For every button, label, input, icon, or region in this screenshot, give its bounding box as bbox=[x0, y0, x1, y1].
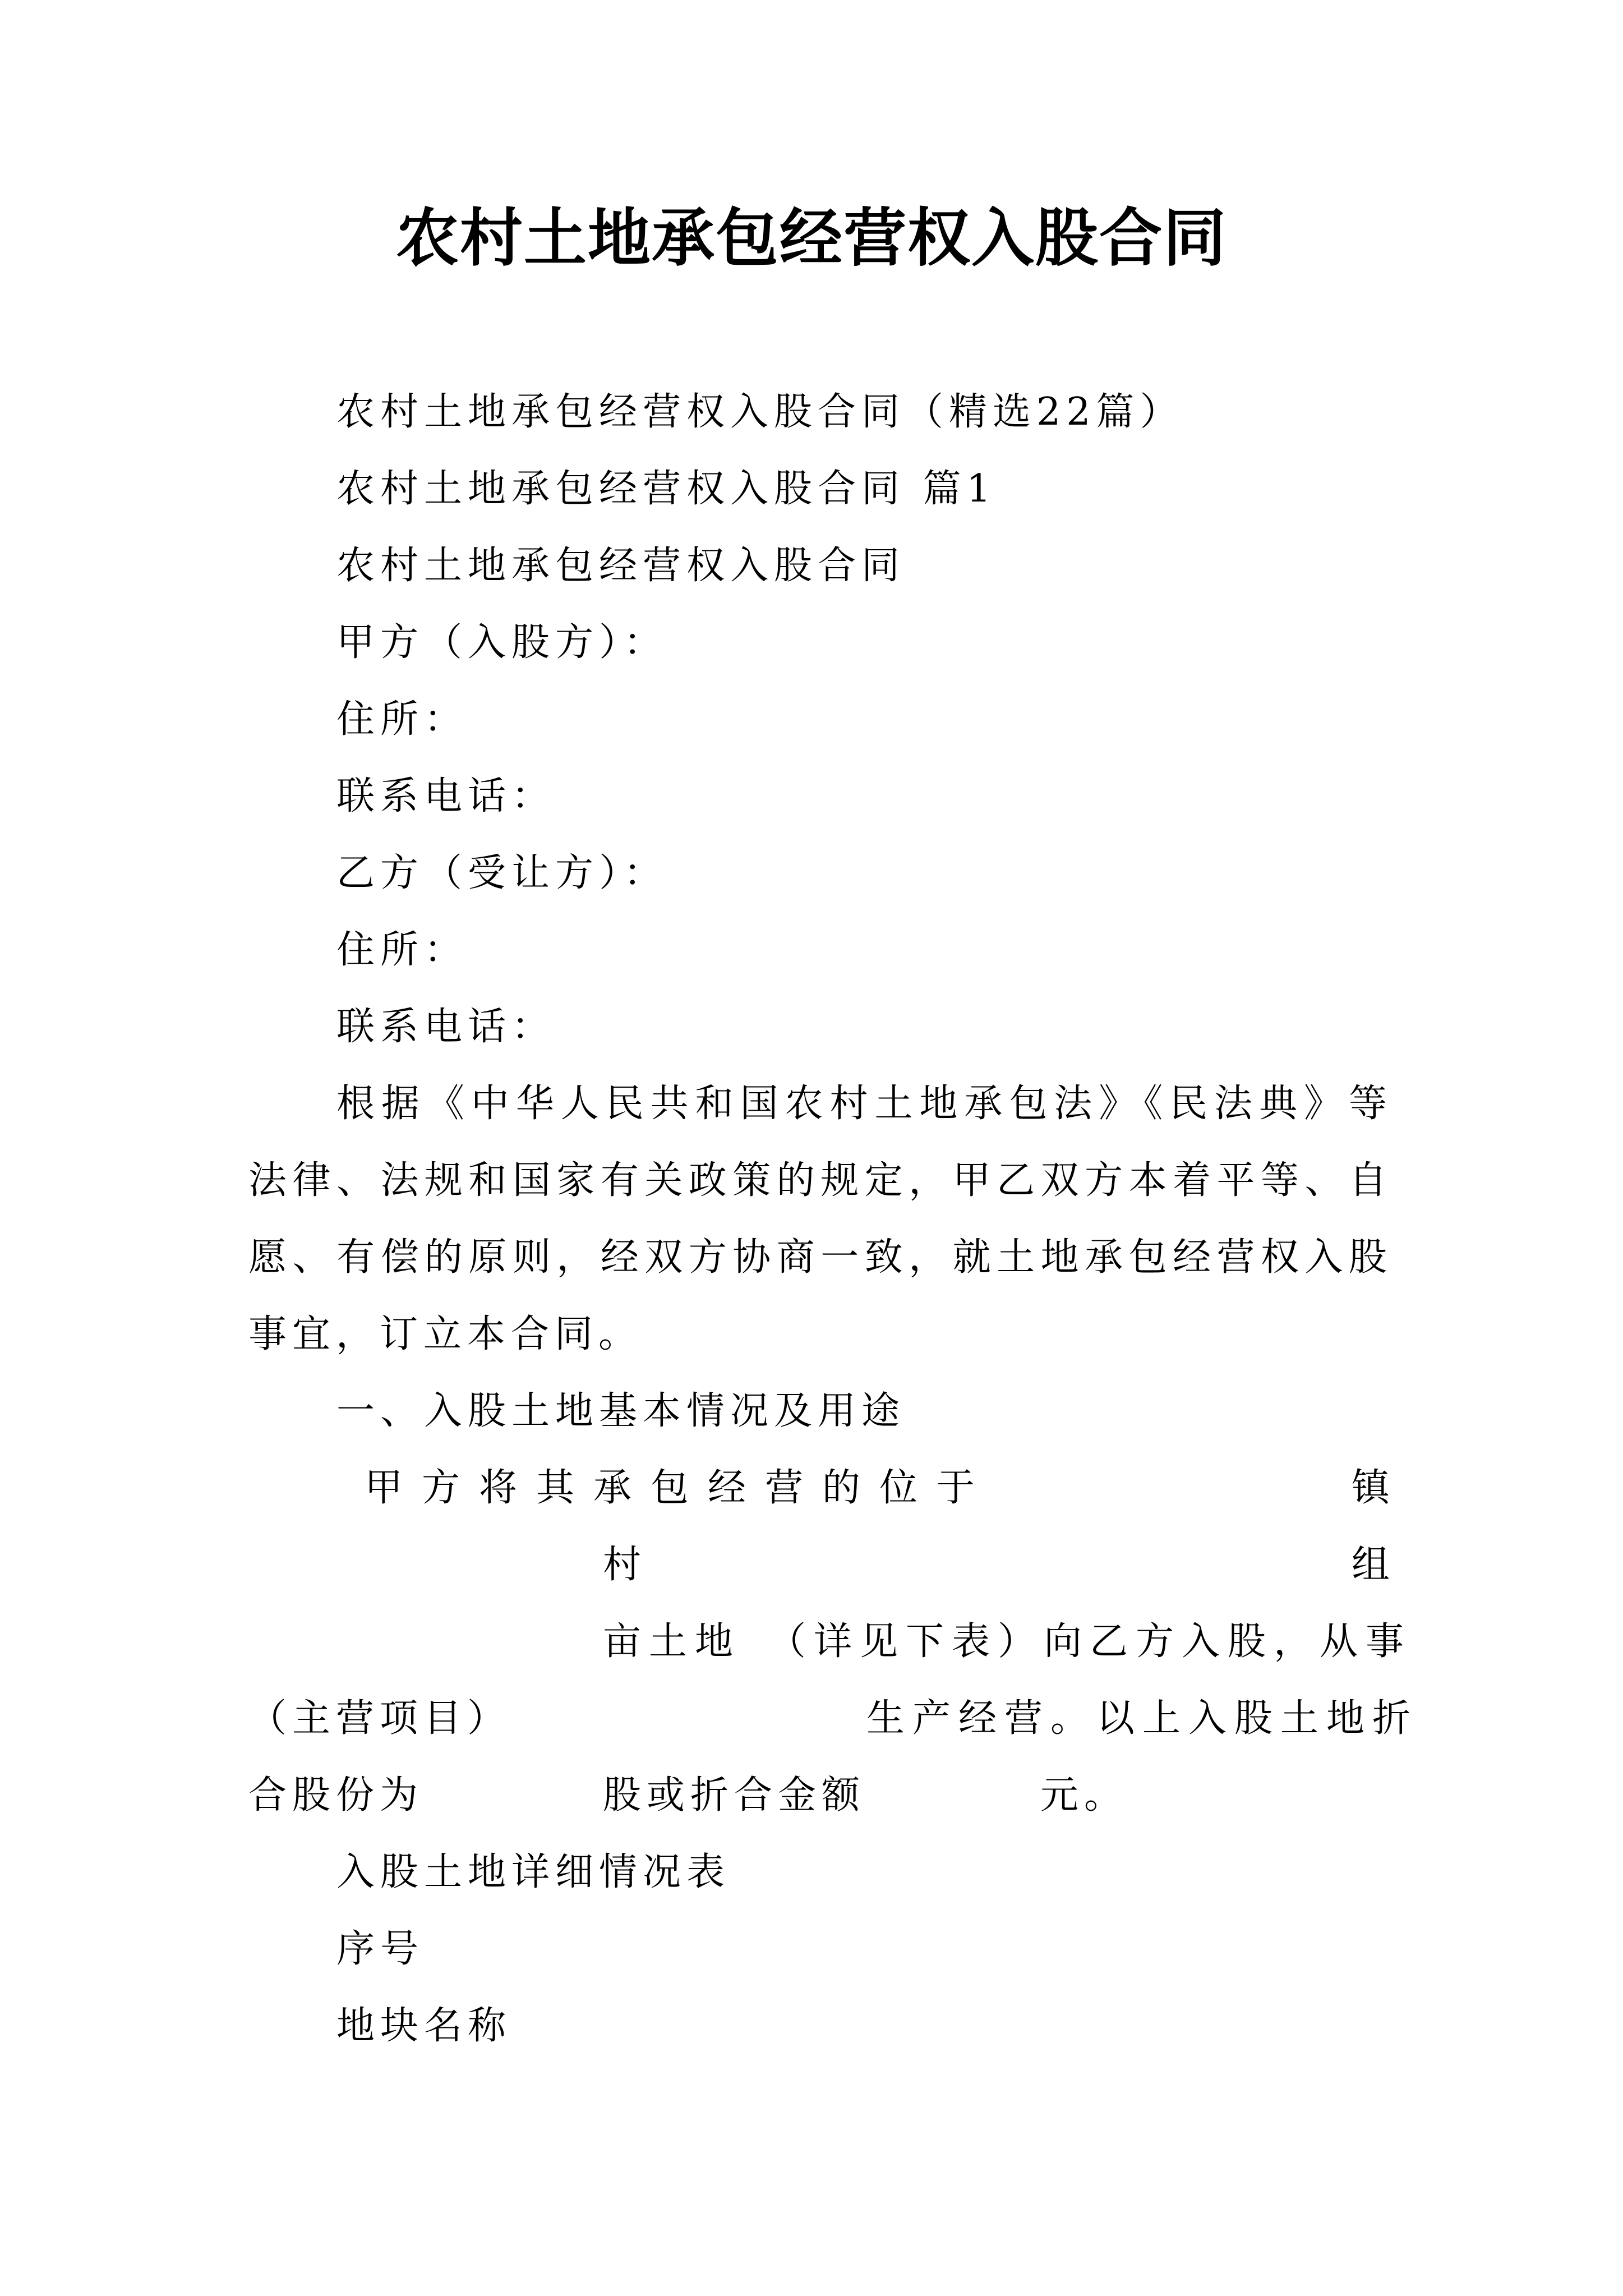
clause-heading: 一、入股土地基本情况及用途 bbox=[336, 1389, 906, 1433]
clause-1-text: 生产经营。以上入股土地折 bbox=[866, 1696, 1419, 1741]
clause-1-text: 元。 bbox=[1040, 1773, 1128, 1818]
party-a-label: 甲方（入股方）： bbox=[336, 620, 668, 665]
clause-1-text: 镇 bbox=[1352, 1466, 1396, 1510]
party-b-label: 乙方（受让方）： bbox=[336, 851, 668, 895]
contract-title: 农村土地承包经营权入股合同 bbox=[336, 544, 906, 588]
section-heading: 农村土地承包经营权入股合同 篇1 bbox=[336, 467, 997, 511]
subtitle: 农村土地承包经营权入股合同（精选22篇） bbox=[336, 390, 1184, 434]
clause-1-text: 股或折合金额 bbox=[603, 1773, 866, 1818]
table-title: 入股土地详细情况表 bbox=[336, 1850, 731, 1894]
party-b-address: 住所： bbox=[336, 928, 468, 972]
party-a-address: 住所： bbox=[336, 697, 468, 742]
party-a-phone: 联系电话： bbox=[336, 774, 556, 818]
preamble-line: 事宜，订立本合同。 bbox=[248, 1312, 643, 1356]
table-header-cell: 地块名称 bbox=[336, 2004, 512, 2048]
clause-1-text: 甲方将其承包经营的位于 bbox=[365, 1466, 994, 1510]
document-title: 农村土地承包经营权入股合同 bbox=[396, 201, 1227, 275]
clause-1-text: 组 bbox=[1352, 1543, 1396, 1587]
clause-1-text: 合股份为 bbox=[248, 1773, 424, 1818]
table-header-cell: 序号 bbox=[336, 1927, 425, 1971]
preamble-line: 法律、法规和国家有关政策的规定，甲乙双方本着平等、自 bbox=[248, 1158, 1393, 1203]
preamble-line: 根据《中华人民共和国农村土地承包法》《民法典》等 bbox=[336, 1082, 1393, 1126]
preamble-line: 愿、有偿的原则，经双方协商一致，就土地承包经营权入股 bbox=[248, 1235, 1393, 1280]
clause-1-text: 亩土地 （详见下表）向乙方入股，从事 bbox=[603, 1619, 1412, 1664]
clause-1-text: （主营项目） bbox=[248, 1696, 511, 1741]
party-b-phone: 联系电话： bbox=[336, 1005, 556, 1049]
clause-1-text: 村 bbox=[603, 1543, 647, 1587]
